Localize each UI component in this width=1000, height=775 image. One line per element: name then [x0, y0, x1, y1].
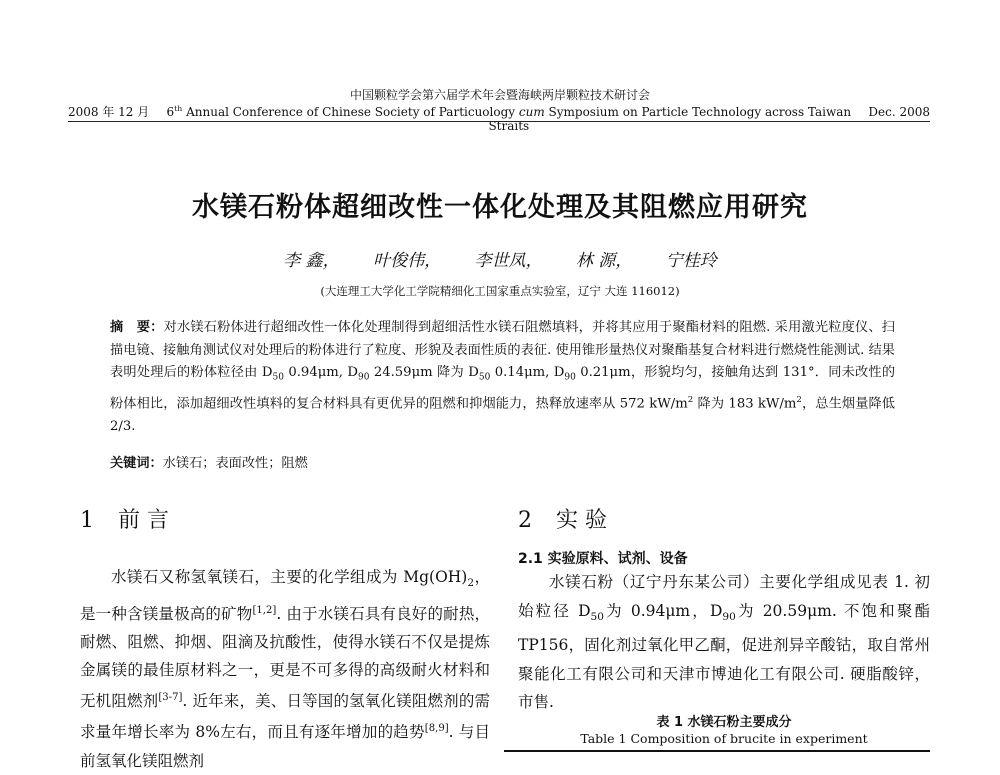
- keywords-label: 关键词：: [110, 456, 163, 471]
- superscript: 2: [796, 395, 802, 406]
- citation: [1,2]: [252, 605, 277, 617]
- keywords: [110, 452, 895, 471]
- header-date-cn: 2008 年 12 月: [68, 105, 150, 119]
- header-rule: [68, 121, 930, 122]
- table-caption-en: Table 1 Composition of brucite in experiment: [580, 731, 868, 746]
- conference-en-cum: cum: [518, 105, 545, 119]
- citation: [8,9]: [424, 723, 449, 735]
- conference-en-part-b: Symposium on Particle Technology across Taiwan Straits: [488, 105, 852, 133]
- text: . 由于水镁石具有良好的耐热，耐燃、阻燃、抑烟、阻滴及抗酸性，使得水镁石不仅是提炼金属镁的最佳原材料之一，更是不可多得的高级耐火材料和无机阻燃剂: [80, 605, 490, 711]
- header-date-en: Dec. 2008: [868, 105, 930, 119]
- abstract-text: 0.94μm, D: [283, 365, 358, 380]
- section-1-heading: [80, 503, 169, 534]
- conference-en-part-a: Annual Conference of Chinese Society of Particuology: [182, 105, 519, 119]
- text: ，是一种含镁量极高的矿物: [80, 568, 490, 624]
- subscript: 2: [467, 577, 475, 590]
- citation: [3-7]: [158, 692, 183, 704]
- paragraph: [518, 568, 930, 717]
- abstract-text: 0.21μm，形貌均匀，接触角达到 131°．同未改性的粉体相比，添加超细改性填料的复合材料具有更优异的阻燃和抑烟能力，热释放速率从 572 kW/m: [110, 365, 896, 412]
- superscript: 2: [687, 395, 694, 406]
- table-top-rule: [504, 750, 930, 752]
- author: 李世凤，: [474, 251, 543, 271]
- section-2-body: [518, 568, 930, 717]
- section-title: 实 验: [556, 508, 607, 533]
- author: 林 源，: [575, 251, 633, 271]
- subscript: 50: [272, 372, 284, 383]
- section-number: 1: [80, 508, 94, 533]
- conference-title-en: [149, 104, 868, 133]
- ordinal-suffix: th: [174, 104, 183, 113]
- running-header: [68, 103, 930, 133]
- table-caption-cn: 表 1 水镁石粉主要成分: [656, 715, 792, 730]
- section-1-body: [80, 563, 490, 775]
- affiliation: (大连理工大学化工学院精细化工国家重点实验室，辽宁 大连 116012): [320, 284, 680, 298]
- subscript: 90: [722, 610, 736, 623]
- abstract-text: 0.14μm, D: [490, 365, 565, 380]
- author: 叶俊伟，: [373, 251, 442, 271]
- author-list: [0, 246, 1000, 271]
- paper-title: 水镁石粉体超细改性一体化处理及其阻燃应用研究: [192, 192, 808, 223]
- paragraph: [80, 563, 490, 775]
- abstract-text: 24.59μm 降为 D: [369, 365, 479, 380]
- abstract-label: 摘 要：: [110, 320, 164, 335]
- text: . 近年来，美、日等国的氢氧化镁阻燃剂的需求量年增长率为 8%左右，而且有逐年增加的趋势: [80, 692, 490, 742]
- author: 宁桂玲: [665, 251, 717, 271]
- subsection-2-1-heading: 2.1 实验原料、试剂、设备: [518, 551, 688, 567]
- abstract: [110, 317, 895, 439]
- text: 为 20.59μm. 不饱和聚酯 TP156，固化剂过氧化甲乙酮，促进剂异辛酸钴，取自常州聚能化工有限公司和天津市博迪化工有限公司. 硬脂酸锌，市售.: [518, 601, 931, 712]
- text: 水镁石粉（辽宁丹东某公司）主要化学组成见表 1. 初始粒径 D: [518, 573, 930, 620]
- text: . 与目前氢氧化镁阻燃剂: [80, 723, 490, 770]
- section-2-heading: [518, 503, 607, 534]
- text: 为 0.94μm，D: [603, 601, 723, 620]
- subscript: 50: [590, 610, 604, 623]
- author: 李 鑫，: [283, 251, 340, 271]
- keywords-text: 水镁石；表面改性；阻燃: [162, 456, 308, 471]
- subscript: 90: [357, 372, 370, 383]
- abstract-text: 降为 183 kW/m: [693, 396, 797, 412]
- ordinal: 6: [166, 105, 175, 119]
- text: 水镁石又称氢氧镁石，主要的化学组成为 Mg(OH): [111, 568, 468, 586]
- section-title: 前 言: [118, 508, 169, 533]
- abstract-text: ，总生烟量降低 2/3.: [110, 396, 895, 435]
- subscript: 90: [564, 372, 576, 383]
- section-number: 2: [518, 508, 532, 533]
- abstract-text: 对水镁石粉体进行超细改性一体化处理制得到超细活性水镁石阻燃填料，并将其应用于聚酯材料的阻燃. 采用激光粒度仪、扫描电镜、接触角测试仪对处理后的粉体进行了粒度、形貌及表面性质的表征. 使用锥形量热仪对聚酯基复合材料进行燃烧性能测试. 结果表明处理后的粉体粒径由 D: [110, 320, 895, 380]
- subscript: 50: [478, 372, 491, 383]
- conference-title-cn: 中国颗粒学会第六届学术年会暨海峡两岸颗粒技术研讨会: [349, 88, 650, 102]
